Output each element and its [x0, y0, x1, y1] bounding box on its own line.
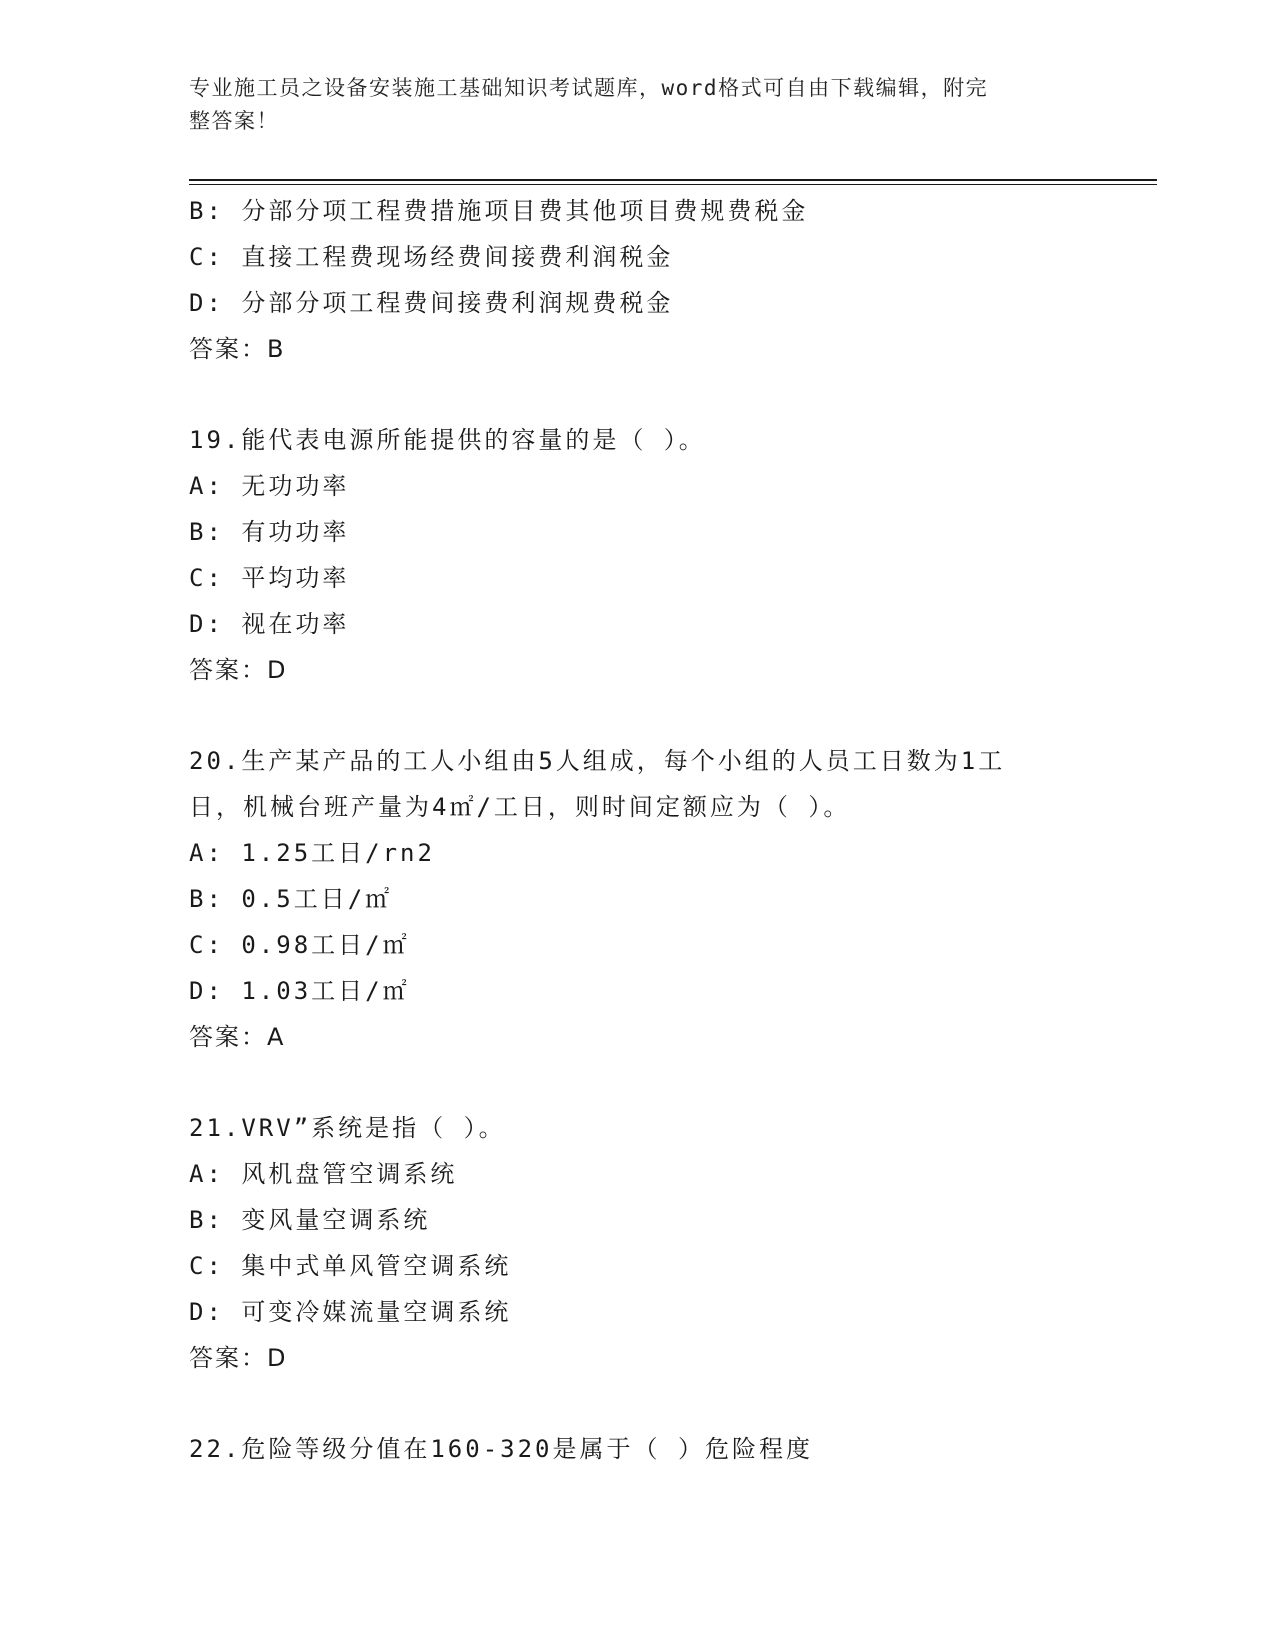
header-line-2: 整答案！: [189, 109, 279, 133]
header-line-1: 专业施工员之设备安装施工基础知识考试题库，word格式可自由下载编辑，附完: [189, 76, 989, 100]
question-18: [189, 188, 1089, 372]
question-stem-line-2: 日，机械台班产量为4㎡/工日，则时间定额应为（ ）。: [189, 793, 851, 821]
answer-line: 答案：D: [189, 656, 288, 684]
option-d: D: 1.03工日/㎡: [189, 977, 410, 1005]
question-stem: 22.危险等级分值在160-320是属于（ ）危险程度: [189, 1435, 813, 1463]
question-21: [189, 1105, 1089, 1381]
question-20: [189, 738, 1089, 1060]
question-stem: 21.VRV”系统是指（ ）。: [189, 1114, 506, 1142]
spacer: [189, 693, 1089, 738]
option-b: B: 有功功率: [189, 518, 350, 546]
question-list: [189, 188, 1089, 1472]
option-c: C: 0.98工日/㎡: [189, 931, 410, 959]
document-header: [189, 72, 1069, 138]
option-b: B: 变风量空调系统: [189, 1206, 431, 1234]
option-c: C: 平均功率: [189, 564, 350, 592]
spacer: [189, 1381, 1089, 1426]
spacer: [189, 372, 1089, 417]
option-b: B: 分部分项工程费措施项目费其他项目费规费税金: [189, 197, 809, 225]
option-b: B: 0.5工日/㎡: [189, 885, 393, 913]
option-a: A: 风机盘管空调系统: [189, 1160, 458, 1188]
option-c: C: 直接工程费现场经费间接费利润税金: [189, 243, 674, 271]
question-stem: 19.能代表电源所能提供的容量的是（ ）。: [189, 426, 706, 454]
question-stem-line-1: 20.生产某产品的工人小组由5人组成，每个小组的人员工日数为1工: [189, 747, 1006, 775]
option-d: D: 分部分项工程费间接费利润规费税金: [189, 289, 674, 317]
option-c: C: 集中式单风管空调系统: [189, 1252, 512, 1280]
option-d: D: 视在功率: [189, 610, 350, 638]
answer-line: 答案：B: [189, 335, 286, 363]
answer-line: 答案：D: [189, 1344, 288, 1372]
header-rule-thin: [189, 184, 1157, 185]
option-a: A: 1.25工日/rn2: [189, 839, 435, 867]
header-rule-thick: [189, 179, 1157, 181]
spacer: [189, 1060, 1089, 1105]
option-a: A: 无功功率: [189, 472, 350, 500]
answer-line: 答案：A: [189, 1023, 286, 1051]
question-19: [189, 417, 1089, 693]
question-22: [189, 1426, 1089, 1472]
option-d: D: 可变冷媒流量空调系统: [189, 1298, 512, 1326]
